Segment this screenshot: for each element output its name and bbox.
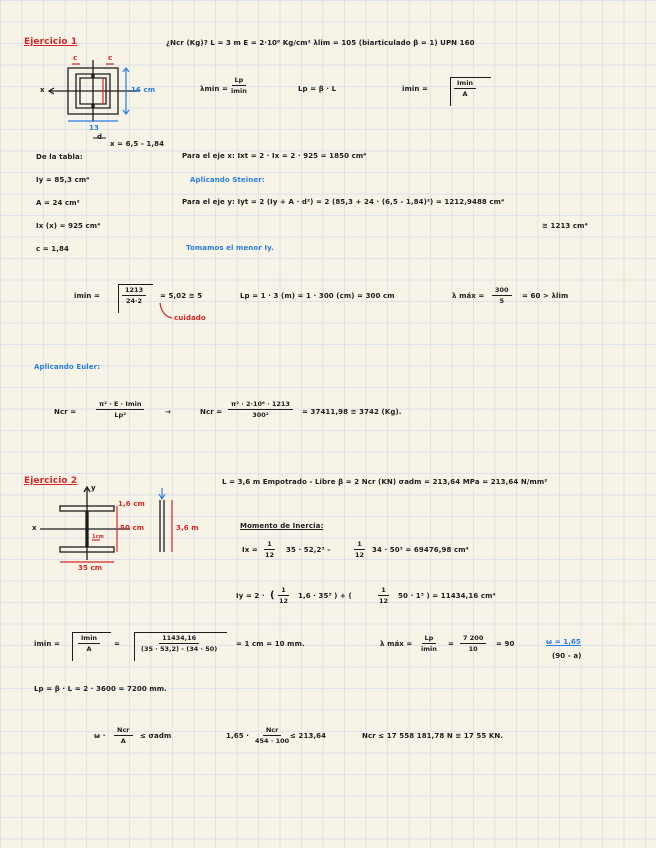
condition-calc-rhs: ≤ 213,64 (290, 732, 327, 740)
c-value: c = 1,84 (36, 245, 69, 253)
caution-note: cuidado (174, 314, 206, 322)
arrow: → (165, 408, 171, 416)
imin-calc-fraction: $\frac{11434,16}{(35 \cdot 53,2) - (34 \cdot 50)}$ (141, 634, 218, 653)
euler-heading: Aplicando Euler: (34, 363, 101, 371)
lp-calculation: Lp = β · L = 2 · 3600 = 7200 mm. (34, 685, 167, 693)
section-width-dim: 35 cm (78, 564, 103, 572)
ncr-result: Ncr ≤ 17 558 181,78 N ≅ 17 55 KN. (362, 732, 504, 740)
section-c-label: c (73, 54, 78, 62)
condition-calc-fraction: Ncr 454 · 100 (255, 726, 290, 745)
exercise-1-given-data: ¿Ncr (Kg)? L = 3 m E = 2·10⁶ Kg/cm² λlim = 105 (biarticulado β = 1) UPN 160 (166, 39, 475, 47)
ix-equation-label: Ix = (242, 546, 258, 554)
area-value: A = 24 cm² (36, 199, 80, 207)
iy-equation-result: 50 · 1³ ) = 11434,16 cm⁴ (398, 592, 496, 600)
steiner-heading: Aplicando Steiner: (190, 176, 265, 184)
ncr-formula: Ncr = (54, 408, 77, 416)
section-c-label: c (108, 54, 113, 62)
imin-calc-fraction: $\frac{1213}{24\cdot 2}$ (122, 286, 146, 305)
condition-formula: ω · (94, 732, 106, 740)
distance-equation: x = 6,5 - 1,84 (110, 140, 165, 148)
ncr-calc-fraction: $\frac{\text{π² · 2·10⁶ · 1213}}{\text{300²}}$ (228, 400, 293, 419)
imin-formula: imin = (34, 640, 60, 648)
equals: = (114, 640, 120, 648)
section-width-dim: 13 (89, 124, 99, 132)
take-minimum-note: Tomamos el menor Iy. (186, 244, 274, 252)
lambda-max-label: λ máx = (380, 640, 413, 648)
moment-of-inertia-heading: Momento de Inercia: (240, 522, 324, 530)
iy-steiner-equation: Para el eje y: Iyt = 2 (Iy + A · d²) = 2 (85,3 + 24 · (6,5 - 1,84)²) = 1212,9488 cm⁴ (182, 198, 505, 206)
ncr-formula-fraction: π² · E · Imin Lp² (96, 400, 144, 419)
lambda-min-fraction: Lp imin (231, 76, 247, 95)
imin-fraction: Imin A (454, 79, 476, 98)
flange-thickness-dim: 1,6 cm (118, 500, 145, 508)
imin-formula: imin = (402, 85, 428, 93)
lambda-max-label: λ máx = (452, 292, 485, 300)
ix-value: Ix (x) = 925 cm⁴ (36, 222, 101, 230)
ix-fraction-2: $\frac{1}{12}$ (355, 540, 365, 559)
equals: = (448, 640, 454, 648)
ncr-calculation: Ncr = (200, 408, 223, 416)
lambda-max-fraction: Lp imin (421, 634, 437, 653)
ix-equation-result: 34 · 50³ = 69476,98 cm⁴ (372, 546, 469, 554)
section-x-axis-label: x (40, 86, 45, 94)
ix-fraction-1: $\frac{1}{12}$ (265, 540, 275, 559)
imin-result: = 1 cm = 10 mm. (236, 640, 305, 648)
ix-equation-middle: 35 · 52,2³ – (286, 546, 331, 554)
ncr-result: = 37411,98 ≅ 3742 (Kg). (302, 408, 402, 416)
exercise-2-title: Ejercicio 2 (24, 476, 78, 486)
section-height-dim: 16 cm (131, 86, 156, 94)
imin-calculation: imin = (74, 292, 100, 300)
lambda-min-formula: λmin = (200, 85, 229, 93)
condition-calc: 1,65 · (226, 732, 249, 740)
imin-fraction: Imin A (78, 634, 100, 653)
distance-d-label: d (97, 133, 103, 141)
imin-calc-result: = 5,02 ≅ 5 (160, 292, 203, 300)
from-table-label: De la tabla: (36, 153, 83, 161)
lambda-max-result: = 60 > λlim (522, 292, 569, 300)
condition-fraction: Ncr A (114, 726, 133, 745)
lambda-max-result: = 90 (496, 640, 515, 648)
iy-fraction-2: $\frac{1}{12}$ (379, 586, 389, 605)
iy-fraction-1: $\frac{1}{12}$ (279, 586, 289, 605)
exercise-1-title: Ejercicio 1 (24, 37, 78, 47)
lambda-max-fraction: $\frac{300}{5}$ (492, 286, 512, 305)
paren: ( (270, 590, 275, 601)
condition-rhs: ≤ σadm (140, 732, 172, 740)
iy-equation-middle: 1,6 · 35³ ) + ( (298, 592, 352, 600)
iy-rounded-value: ≅ 1213 cm⁴ (542, 222, 588, 230)
lp-calculation: Lp = 1 · 3 (m) = 1 · 300 (cm) = 300 cm (240, 292, 395, 300)
iy-equation-label: Iy = 2 · (236, 592, 265, 600)
section-y-axis-label: y (91, 484, 96, 492)
lp-formula: Lp = β · L (298, 85, 337, 93)
omega-note: (90 - a) (552, 652, 582, 660)
exercise-2-given-data: L = 3,6 m Empotrado - Libre β = 2 Ncr (KN) σadm = 213,64 MPa = 213,64 N/mm² (222, 478, 548, 486)
iy-value: Iy = 85,3 cm⁴ (36, 176, 90, 184)
ix-axis-x-equation: Para el eje x: Ixt = 2 · Ix = 2 · 925 = 1850 cm⁴ (182, 152, 367, 160)
omega-value: ω = 1,65 (546, 638, 581, 646)
lambda-max-calc-fraction: $\frac{7 200}{10}$ (460, 634, 486, 653)
web-thickness-dim: 1cm (92, 534, 104, 540)
section-x-axis-label: x (32, 524, 37, 532)
section-height-dim: 50 cm (120, 524, 145, 532)
column-length-dim: 3,6 m (176, 524, 199, 532)
